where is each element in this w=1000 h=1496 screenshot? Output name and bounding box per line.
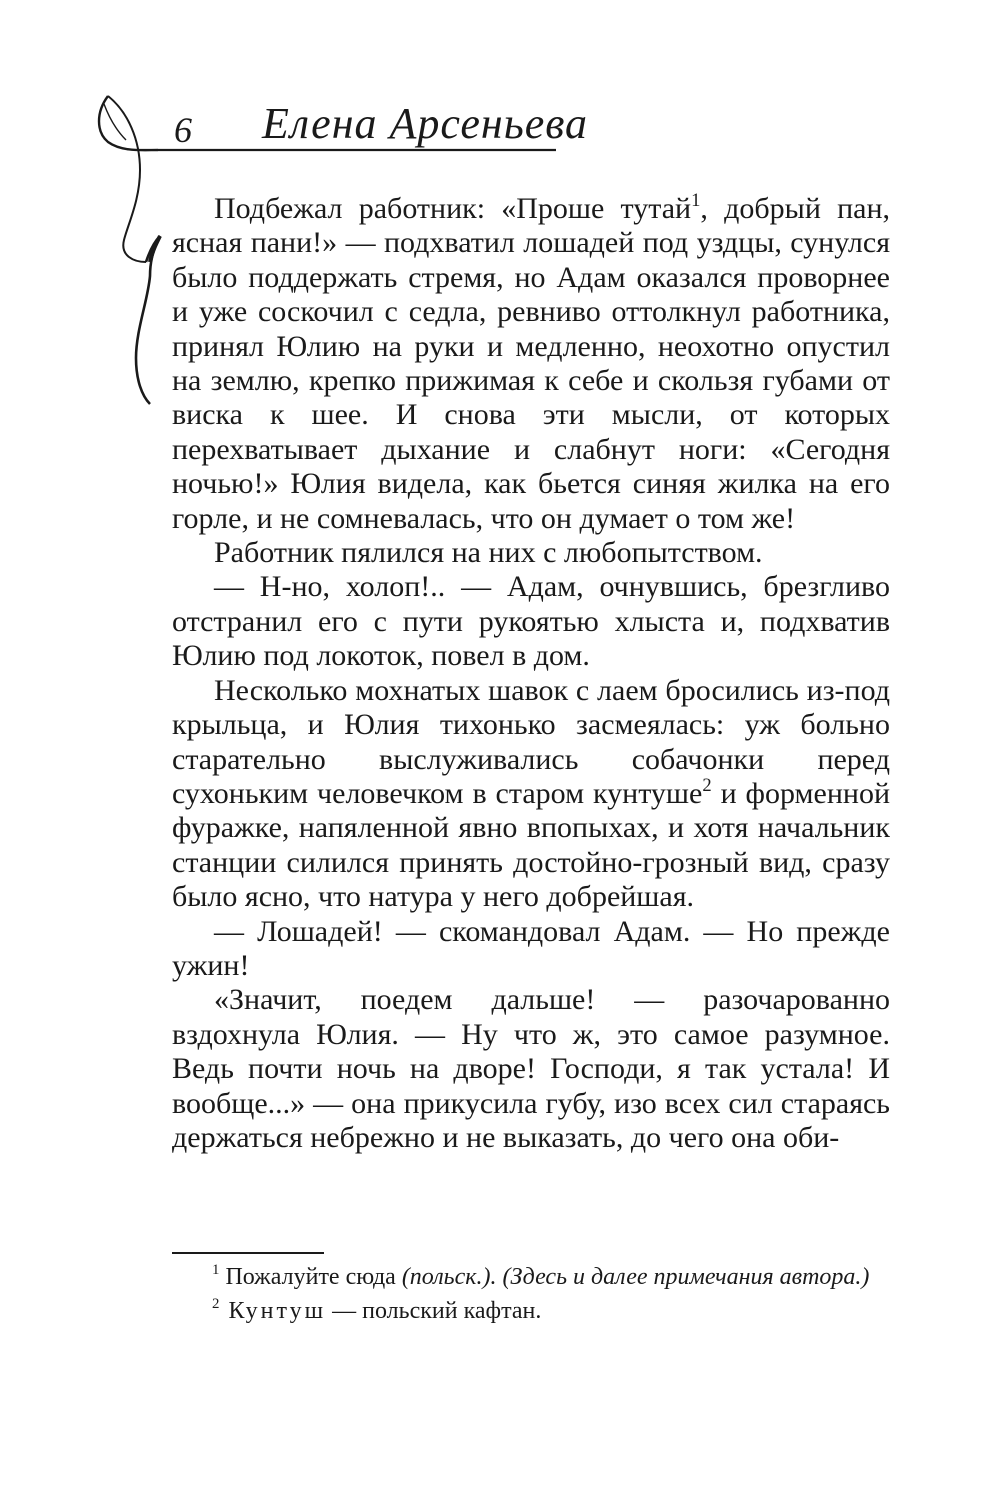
paragraph-1	[172, 192, 890, 536]
paragraph-4-text-a: Несколько мохнатых шавок с лаем бросились из-под крыльца, и Юлия тихонько засмеялась: уж больно старательно выслуживались собачонки перед сухоньким человечком в старом кунтуше	[172, 673, 890, 810]
paragraph-1-text-b: , добрый пан, ясная пани!» — подхватил лошадей под уздцы, сунулся было поддержать стремя, но Адам оказался проворнее и уже соскочил с седла, ревниво оттолкнул работника, принял Юлию на руки и медленно, неохотно опустил на землю, крепко прижимая к себе и скользя губами от виска к шее. И снова эти мысли, от которых перехватывает дыхание и слабнут ноги: «Сегодня ночью!» Юлия видела, как бьется синяя жилка на его горле, и не сомневалась, что он думает о том же!	[172, 192, 891, 535]
footnote-2-number: 2	[212, 1296, 220, 1313]
footnote-2	[172, 1296, 890, 1326]
footnote-divider	[172, 1252, 324, 1254]
footnote-1	[172, 1262, 890, 1292]
page-number: 6	[174, 110, 192, 150]
footnote-ref-1: 1	[691, 190, 701, 212]
footnote-1-text: Пожалуйте сюда	[219, 1264, 402, 1290]
paragraph-5: — Лошадей! — скомандовал Адам. — Но прежде ужин!	[172, 914, 890, 982]
paragraph-2: Работник пялился на них с любопытством.	[214, 536, 763, 570]
footnote-1-number: 1	[212, 1262, 220, 1279]
paragraph-1-text-a: Подбежал работник: «Проше тутай	[214, 192, 692, 225]
footnote-1-italic: (польск.). (Здесь и далее примечания автора.)	[401, 1264, 870, 1290]
paragraph-6: «Значит, поедем дальше! — разочарованно вздохнула Юлия. — Ну что ж, это самое разумное. Ведь почти ночь на дворе! Господи, я так устала! И вообще...» — она прикусила губу, изо всех сил стараясь держаться небрежно и не выказать, до чего она оби-	[172, 983, 890, 1154]
footnote-2-text: — польский кафтан.	[326, 1298, 542, 1324]
paragraph-3: — Н-но, холоп!.. — Адам, очнувшись, брезгливо отстранил его с пути рукоятью хлыста и, подхватив Юлию под локоток, повел в дом.	[172, 570, 890, 673]
running-head-author: Елена Арсеньева	[262, 99, 589, 148]
paragraph-4	[172, 674, 890, 915]
footnote-2-term: Кунтуш	[219, 1298, 327, 1324]
body-text	[172, 192, 890, 1155]
paragraph-4-text-b: и форменной фуражке, напяленной явно впопыхах, и хотя начальник станции силился принять достойно-грозный вид, сразу было ясно, что натура у него добрейшая.	[172, 776, 890, 914]
footnotes	[172, 1262, 890, 1330]
footnote-ref-2: 2	[702, 774, 712, 796]
